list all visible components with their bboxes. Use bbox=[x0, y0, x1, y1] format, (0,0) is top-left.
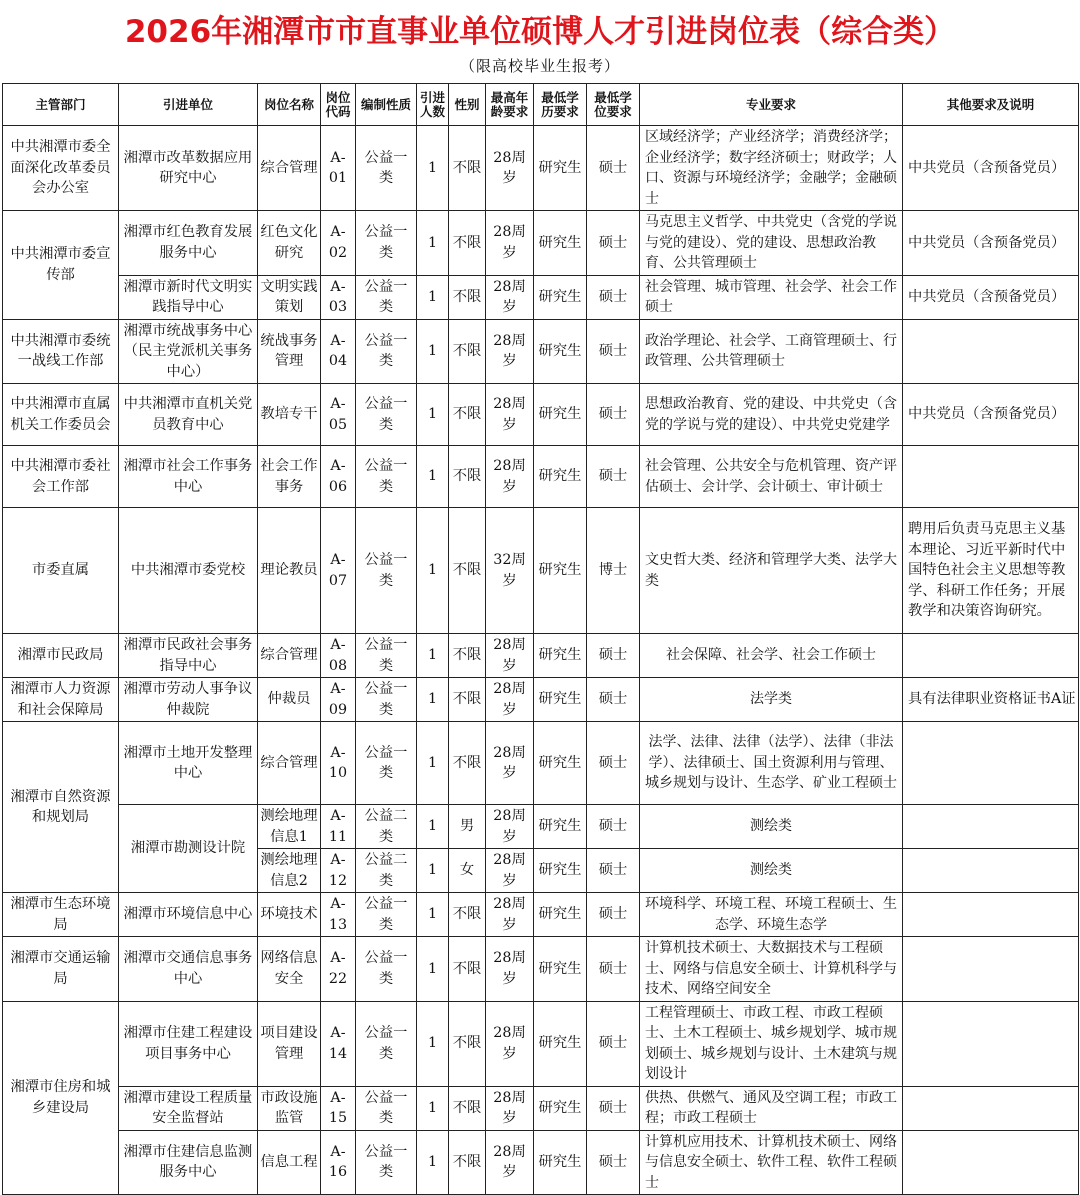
edu-cell: 研究生 bbox=[534, 634, 587, 678]
dept-cell: 湘潭市住房和城乡建设局 bbox=[3, 1001, 119, 1195]
table-row bbox=[3, 634, 1079, 678]
major-cell: 思想政治教育、党的建设、中共党史（含党的学说与党的建设）、中共党史党建学 bbox=[640, 384, 903, 446]
code-cell: A-10 bbox=[321, 722, 356, 805]
age-cell: 28周岁 bbox=[486, 849, 534, 893]
nature-cell: 公益一类 bbox=[356, 384, 417, 446]
sex-cell: 不限 bbox=[449, 678, 486, 722]
num-cell: 1 bbox=[417, 446, 449, 508]
major-cell: 工程管理硕士、市政工程、市政工程硕士、土木工程硕士、城乡规划学、城市规划硕士、城乡规划与设计、土木建筑与规划设计 bbox=[640, 1001, 903, 1086]
sex-cell: 不限 bbox=[449, 275, 486, 319]
other-cell bbox=[903, 937, 1079, 1002]
degree-cell: 硕士 bbox=[587, 937, 640, 1002]
degree-cell: 博士 bbox=[587, 508, 640, 634]
table-row bbox=[3, 446, 1079, 508]
post-cell: 仲裁员 bbox=[258, 678, 321, 722]
nature-cell: 公益一类 bbox=[356, 634, 417, 678]
unit-cell: 湘潭市建设工程质量安全监督站 bbox=[119, 1086, 258, 1130]
degree-cell: 硕士 bbox=[587, 1130, 640, 1195]
table-row bbox=[3, 126, 1079, 211]
nature-cell: 公益一类 bbox=[356, 446, 417, 508]
num-cell: 1 bbox=[417, 508, 449, 634]
code-cell: A-03 bbox=[321, 275, 356, 319]
age-cell: 28周岁 bbox=[486, 446, 534, 508]
degree-cell: 硕士 bbox=[587, 319, 640, 384]
unit-cell: 湘潭市交通信息事务中心 bbox=[119, 937, 258, 1002]
num-cell: 1 bbox=[417, 275, 449, 319]
post-cell: 信息工程 bbox=[258, 1130, 321, 1195]
sex-cell: 不限 bbox=[449, 1086, 486, 1130]
table-row bbox=[3, 805, 1079, 849]
sex-cell: 不限 bbox=[449, 211, 486, 276]
age-cell: 28周岁 bbox=[486, 319, 534, 384]
num-cell: 1 bbox=[417, 849, 449, 893]
code-cell: A-09 bbox=[321, 678, 356, 722]
num-cell: 1 bbox=[417, 384, 449, 446]
edu-cell: 研究生 bbox=[534, 384, 587, 446]
unit-cell: 湘潭市住建工程建设项目事务中心 bbox=[119, 1001, 258, 1086]
table-row bbox=[3, 508, 1079, 634]
degree-cell: 硕士 bbox=[587, 126, 640, 211]
major-cell: 文史哲大类、经济和管理学大类、法学大类 bbox=[640, 508, 903, 634]
nature-cell: 公益一类 bbox=[356, 1086, 417, 1130]
major-cell: 供热、供燃气、通风及空调工程；市政工程；市政工程硕士 bbox=[640, 1086, 903, 1130]
post-cell: 统战事务管理 bbox=[258, 319, 321, 384]
header-cell-code: 岗位代码 bbox=[321, 84, 356, 126]
degree-cell: 硕士 bbox=[587, 634, 640, 678]
degree-cell: 硕士 bbox=[587, 722, 640, 805]
sex-cell: 不限 bbox=[449, 319, 486, 384]
age-cell: 28周岁 bbox=[486, 211, 534, 276]
num-cell: 1 bbox=[417, 722, 449, 805]
degree-cell: 硕士 bbox=[587, 1001, 640, 1086]
degree-cell: 硕士 bbox=[587, 805, 640, 849]
code-cell: A-07 bbox=[321, 508, 356, 634]
edu-cell: 研究生 bbox=[534, 211, 587, 276]
header-cell-edu: 最低学历要求 bbox=[534, 84, 587, 126]
num-cell: 1 bbox=[417, 937, 449, 1002]
nature-cell: 公益一类 bbox=[356, 893, 417, 937]
major-cell: 政治学理论、社会学、工商管理硕士、行政管理、公共管理硕士 bbox=[640, 319, 903, 384]
age-cell: 28周岁 bbox=[486, 805, 534, 849]
nature-cell: 公益一类 bbox=[356, 678, 417, 722]
age-cell: 28周岁 bbox=[486, 722, 534, 805]
other-cell bbox=[903, 893, 1079, 937]
other-cell bbox=[903, 634, 1079, 678]
num-cell: 1 bbox=[417, 678, 449, 722]
other-cell: 中共党员（含预备党员） bbox=[903, 275, 1079, 319]
code-cell: A-04 bbox=[321, 319, 356, 384]
num-cell: 1 bbox=[417, 893, 449, 937]
dept-cell: 中共湘潭市委全面深化改革委员会办公室 bbox=[3, 126, 119, 211]
major-cell: 测绘类 bbox=[640, 805, 903, 849]
edu-cell: 研究生 bbox=[534, 508, 587, 634]
other-cell: 中共党员（含预备党员） bbox=[903, 126, 1079, 211]
unit-cell: 湘潭市红色教育发展服务中心 bbox=[119, 211, 258, 276]
other-cell: 中共党员（含预备党员） bbox=[903, 211, 1079, 276]
sex-cell: 不限 bbox=[449, 634, 486, 678]
sex-cell: 不限 bbox=[449, 126, 486, 211]
unit-cell: 湘潭市环境信息中心 bbox=[119, 893, 258, 937]
unit-cell: 湘潭市土地开发整理中心 bbox=[119, 722, 258, 805]
unit-cell: 湘潭市民政社会事务指导中心 bbox=[119, 634, 258, 678]
other-cell: 聘用后负责马克思主义基本理论、习近平新时代中国特色社会主义思想等教学、科研工作任务；开展教学和决策咨询研究。 bbox=[903, 508, 1079, 634]
other-cell bbox=[903, 849, 1079, 893]
table-row bbox=[3, 1001, 1079, 1086]
other-cell bbox=[903, 1001, 1079, 1086]
dept-cell: 湘潭市交通运输局 bbox=[3, 937, 119, 1002]
post-cell: 市政设施监管 bbox=[258, 1086, 321, 1130]
age-cell: 28周岁 bbox=[486, 678, 534, 722]
edu-cell: 研究生 bbox=[534, 1130, 587, 1195]
table-row bbox=[3, 384, 1079, 446]
post-cell: 测绘地理信息2 bbox=[258, 849, 321, 893]
unit-cell: 湘潭市住建信息监测服务中心 bbox=[119, 1130, 258, 1195]
code-cell: A-01 bbox=[321, 126, 356, 211]
header-cell-nature: 编制性质 bbox=[356, 84, 417, 126]
post-cell: 测绘地理信息1 bbox=[258, 805, 321, 849]
header-cell-sex: 性别 bbox=[449, 84, 486, 126]
degree-cell: 硕士 bbox=[587, 446, 640, 508]
nature-cell: 公益一类 bbox=[356, 1130, 417, 1195]
post-cell: 网络信息安全 bbox=[258, 937, 321, 1002]
header-cell-major: 专业要求 bbox=[640, 84, 903, 126]
nature-cell: 公益一类 bbox=[356, 211, 417, 276]
edu-cell: 研究生 bbox=[534, 126, 587, 211]
age-cell: 28周岁 bbox=[486, 126, 534, 211]
header-cell-unit: 引进单位 bbox=[119, 84, 258, 126]
sex-cell: 不限 bbox=[449, 508, 486, 634]
sex-cell: 不限 bbox=[449, 384, 486, 446]
header-cell-age: 最高年龄要求 bbox=[486, 84, 534, 126]
post-cell: 文明实践策划 bbox=[258, 275, 321, 319]
degree-cell: 硕士 bbox=[587, 1086, 640, 1130]
edu-cell: 研究生 bbox=[534, 275, 587, 319]
major-cell: 法学、法律、法律（法学）、法律（非法学）、法律硕士、国土资源利用与管理、城乡规划与设计、生态学、矿业工程硕士 bbox=[640, 722, 903, 805]
age-cell: 28周岁 bbox=[486, 1130, 534, 1195]
header-cell-degree: 最低学位要求 bbox=[587, 84, 640, 126]
nature-cell: 公益二类 bbox=[356, 805, 417, 849]
other-cell bbox=[903, 1086, 1079, 1130]
sex-cell: 不限 bbox=[449, 722, 486, 805]
post-cell: 综合管理 bbox=[258, 722, 321, 805]
nature-cell: 公益二类 bbox=[356, 849, 417, 893]
header-cell-dept: 主管部门 bbox=[3, 84, 119, 126]
age-cell: 28周岁 bbox=[486, 1001, 534, 1086]
sex-cell: 男 bbox=[449, 805, 486, 849]
code-cell: A-14 bbox=[321, 1001, 356, 1086]
sex-cell: 不限 bbox=[449, 937, 486, 1002]
edu-cell: 研究生 bbox=[534, 319, 587, 384]
age-cell: 28周岁 bbox=[486, 275, 534, 319]
major-cell: 社会保障、社会学、社会工作硕士 bbox=[640, 634, 903, 678]
num-cell: 1 bbox=[417, 211, 449, 276]
header-row bbox=[3, 84, 1079, 126]
post-cell: 综合管理 bbox=[258, 126, 321, 211]
sex-cell: 不限 bbox=[449, 1130, 486, 1195]
other-cell bbox=[903, 722, 1079, 805]
unit-cell: 湘潭市新时代文明实践指导中心 bbox=[119, 275, 258, 319]
unit-cell: 中共湘潭市直机关党员教育中心 bbox=[119, 384, 258, 446]
major-cell: 测绘类 bbox=[640, 849, 903, 893]
sex-cell: 不限 bbox=[449, 446, 486, 508]
dept-cell: 市委直属 bbox=[3, 508, 119, 634]
degree-cell: 硕士 bbox=[587, 275, 640, 319]
degree-cell: 硕士 bbox=[587, 211, 640, 276]
sex-cell: 不限 bbox=[449, 893, 486, 937]
dept-cell: 湘潭市自然资源和规划局 bbox=[3, 722, 119, 893]
table-row bbox=[3, 211, 1079, 276]
table-row bbox=[3, 678, 1079, 722]
nature-cell: 公益一类 bbox=[356, 937, 417, 1002]
unit-cell: 湘潭市劳动人事争议仲裁院 bbox=[119, 678, 258, 722]
header-cell-num: 引进人数 bbox=[417, 84, 449, 126]
nature-cell: 公益一类 bbox=[356, 319, 417, 384]
degree-cell: 硕士 bbox=[587, 678, 640, 722]
code-cell: A-16 bbox=[321, 1130, 356, 1195]
dept-cell: 湘潭市生态环境局 bbox=[3, 893, 119, 937]
edu-cell: 研究生 bbox=[534, 849, 587, 893]
post-cell: 理论教员 bbox=[258, 508, 321, 634]
major-cell: 法学类 bbox=[640, 678, 903, 722]
dept-cell: 中共湘潭市直属机关工作委员会 bbox=[3, 384, 119, 446]
dept-cell: 中共湘潭市委社会工作部 bbox=[3, 446, 119, 508]
major-cell: 计算机应用技术、计算机技术硕士、网络与信息安全硕士、软件工程、软件工程硕士 bbox=[640, 1130, 903, 1195]
dept-cell: 湘潭市民政局 bbox=[3, 634, 119, 678]
code-cell: A-08 bbox=[321, 634, 356, 678]
code-cell: A-06 bbox=[321, 446, 356, 508]
age-cell: 28周岁 bbox=[486, 384, 534, 446]
num-cell: 1 bbox=[417, 319, 449, 384]
positions-table bbox=[2, 83, 1079, 1195]
page-title: 2026年湘潭市市直事业单位硕博人才引进岗位表（综合类） bbox=[124, 14, 956, 50]
table-row bbox=[3, 1086, 1079, 1130]
nature-cell: 公益一类 bbox=[356, 722, 417, 805]
unit-cell: 湘潭市社会工作事务中心 bbox=[119, 446, 258, 508]
major-cell: 区域经济学；产业经济学；消费经济学；企业经济学；数字经济硕士；财政学；人口、资源与环境经济学；金融学；金融硕士 bbox=[640, 126, 903, 211]
nature-cell: 公益一类 bbox=[356, 508, 417, 634]
edu-cell: 研究生 bbox=[534, 1086, 587, 1130]
sex-cell: 女 bbox=[449, 849, 486, 893]
unit-cell: 中共湘潭市委党校 bbox=[119, 508, 258, 634]
code-cell: A-15 bbox=[321, 1086, 356, 1130]
major-cell: 社会管理、公共安全与危机管理、资产评估硕士、会计学、会计硕士、审计硕士 bbox=[640, 446, 903, 508]
age-cell: 28周岁 bbox=[486, 634, 534, 678]
edu-cell: 研究生 bbox=[534, 1001, 587, 1086]
age-cell: 32周岁 bbox=[486, 508, 534, 634]
num-cell: 1 bbox=[417, 1001, 449, 1086]
post-cell: 环境技术 bbox=[258, 893, 321, 937]
post-cell: 项目建设管理 bbox=[258, 1001, 321, 1086]
unit-cell: 湘潭市勘测设计院 bbox=[119, 805, 258, 893]
num-cell: 1 bbox=[417, 126, 449, 211]
other-cell: 具有法律职业资格证书A证 bbox=[903, 678, 1079, 722]
page-subtitle: （限高校毕业生报考） bbox=[459, 57, 620, 75]
age-cell: 28周岁 bbox=[486, 893, 534, 937]
table-row bbox=[3, 937, 1079, 1002]
edu-cell: 研究生 bbox=[534, 678, 587, 722]
degree-cell: 硕士 bbox=[587, 384, 640, 446]
edu-cell: 研究生 bbox=[534, 722, 587, 805]
code-cell: A-02 bbox=[321, 211, 356, 276]
post-cell: 红色文化研究 bbox=[258, 211, 321, 276]
num-cell: 1 bbox=[417, 634, 449, 678]
major-cell: 计算机技术硕士、大数据技术与工程硕士、网络与信息安全硕士、计算机科学与技术、网络空间安全 bbox=[640, 937, 903, 1002]
unit-cell: 湘潭市统战事务中心（民主党派机关事务中心） bbox=[119, 319, 258, 384]
table-row bbox=[3, 319, 1079, 384]
edu-cell: 研究生 bbox=[534, 893, 587, 937]
nature-cell: 公益一类 bbox=[356, 275, 417, 319]
num-cell: 1 bbox=[417, 805, 449, 849]
table-row bbox=[3, 722, 1079, 805]
edu-cell: 研究生 bbox=[534, 937, 587, 1002]
major-cell: 社会管理、城市管理、社会学、社会工作硕士 bbox=[640, 275, 903, 319]
other-cell bbox=[903, 1130, 1079, 1195]
post-cell: 社会工作事务 bbox=[258, 446, 321, 508]
age-cell: 28周岁 bbox=[486, 937, 534, 1002]
table-row bbox=[3, 893, 1079, 937]
major-cell: 环境科学、环境工程、环境工程硕士、生态学、环境生态学 bbox=[640, 893, 903, 937]
header-cell-post: 岗位名称 bbox=[258, 84, 321, 126]
other-cell: 中共党员（含预备党员） bbox=[903, 384, 1079, 446]
post-cell: 教培专干 bbox=[258, 384, 321, 446]
nature-cell: 公益一类 bbox=[356, 126, 417, 211]
dept-cell: 湘潭市人力资源和社会保障局 bbox=[3, 678, 119, 722]
dept-cell: 中共湘潭市委统一战线工作部 bbox=[3, 319, 119, 384]
post-cell: 综合管理 bbox=[258, 634, 321, 678]
num-cell: 1 bbox=[417, 1130, 449, 1195]
other-cell bbox=[903, 446, 1079, 508]
edu-cell: 研究生 bbox=[534, 805, 587, 849]
header-cell-other: 其他要求及说明 bbox=[903, 84, 1079, 126]
code-cell: A-12 bbox=[321, 849, 356, 893]
table-row bbox=[3, 1130, 1079, 1195]
table-row bbox=[3, 275, 1079, 319]
code-cell: A-22 bbox=[321, 937, 356, 1002]
unit-cell: 湘潭市改革数据应用研究中心 bbox=[119, 126, 258, 211]
num-cell: 1 bbox=[417, 1086, 449, 1130]
degree-cell: 硕士 bbox=[587, 849, 640, 893]
major-cell: 马克思主义哲学、中共党史（含党的学说与党的建设）、党的建设、思想政治教育、公共管理硕士 bbox=[640, 211, 903, 276]
code-cell: A-11 bbox=[321, 805, 356, 849]
code-cell: A-13 bbox=[321, 893, 356, 937]
nature-cell: 公益一类 bbox=[356, 1001, 417, 1086]
age-cell: 28周岁 bbox=[486, 1086, 534, 1130]
edu-cell: 研究生 bbox=[534, 446, 587, 508]
degree-cell: 硕士 bbox=[587, 893, 640, 937]
other-cell bbox=[903, 805, 1079, 849]
other-cell bbox=[903, 319, 1079, 384]
sex-cell: 不限 bbox=[449, 1001, 486, 1086]
code-cell: A-05 bbox=[321, 384, 356, 446]
dept-cell: 中共湘潭市委宣传部 bbox=[3, 211, 119, 320]
